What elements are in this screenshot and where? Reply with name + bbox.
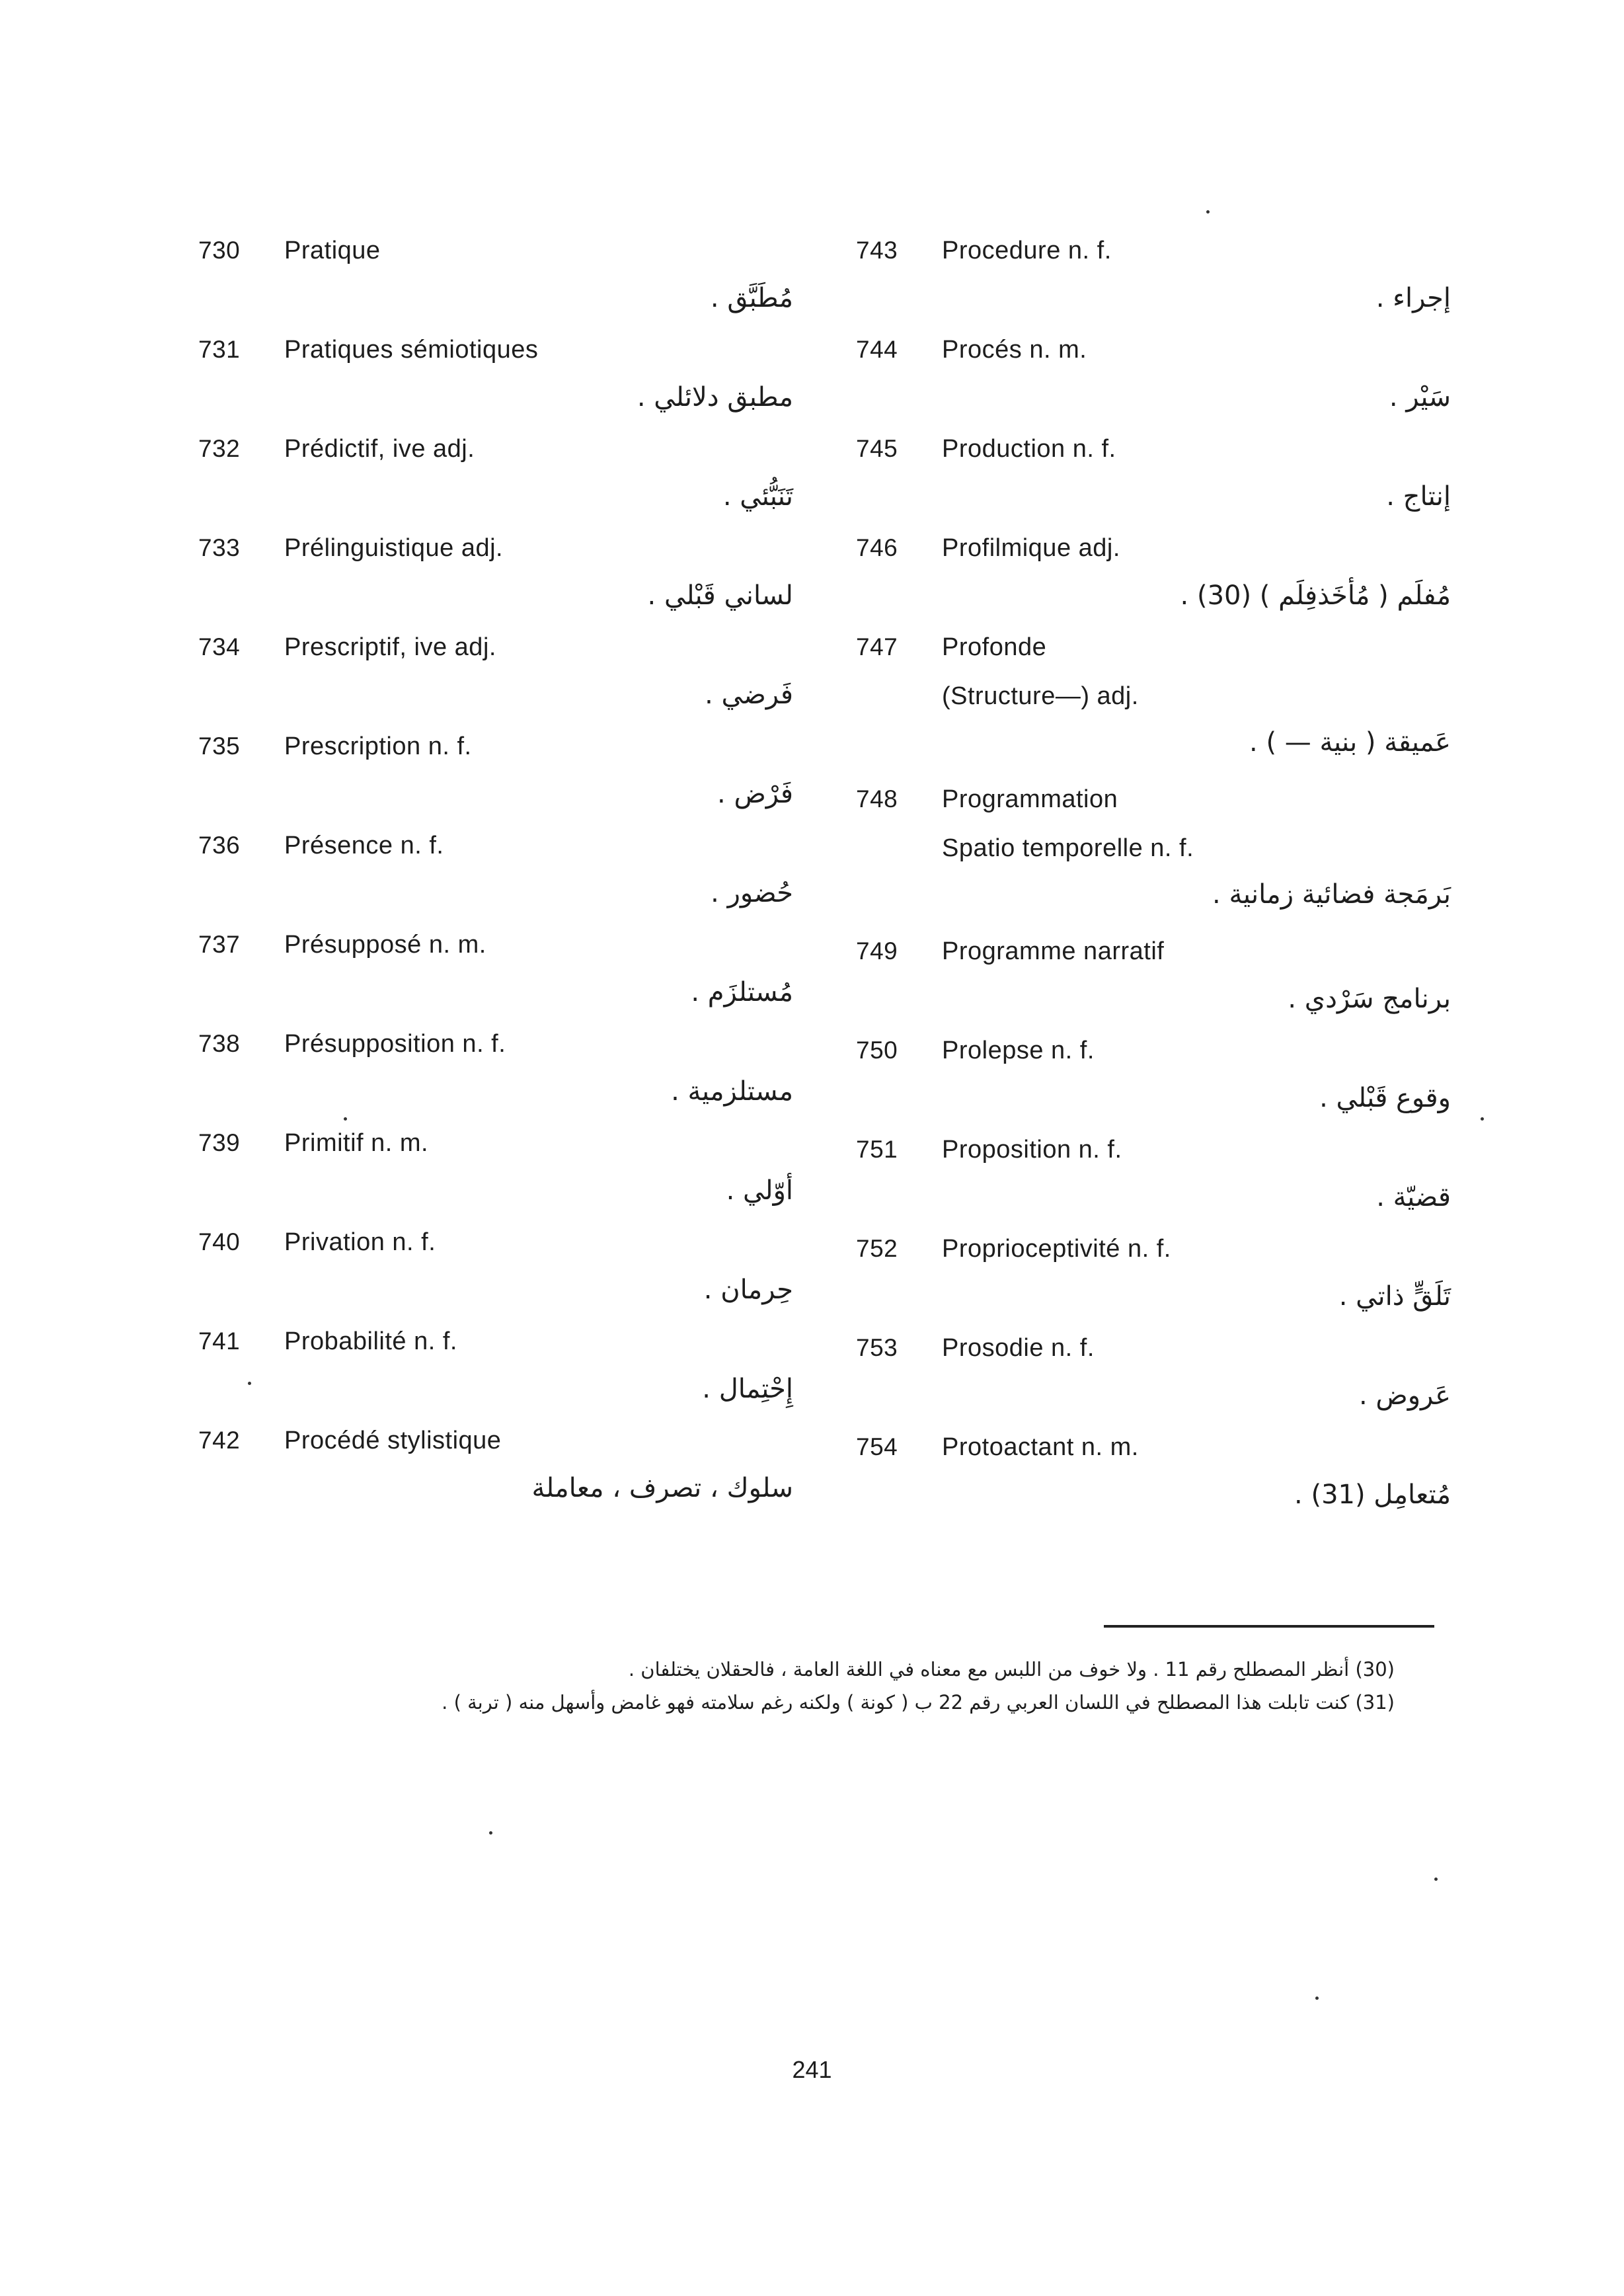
entry-740 [192,1216,800,1316]
entry-733 [192,522,800,621]
entry-term: Prosodie n. f. [942,1334,1095,1362]
entry-number: 750 [856,1037,898,1064]
entry-term: Procés n. m. [942,336,1087,364]
entry-arabic-translation: إنتاج . [1386,481,1451,512]
entry-term: Production n. f. [942,435,1116,463]
entry-arabic-translation: عَروض . [1358,1380,1451,1411]
entry-arabic-translation: إِحْتِمال . [702,1374,793,1404]
entry-arabic-translation: فَرضي . [705,680,793,710]
entry-number: 746 [856,534,898,561]
footnote-30: (30) أنظر المصطلح رقم 11 . ولا خوف من اللبس مع معناه في اللغة العامة ، فالحقلان يختلفان . [628,1658,1395,1681]
entry-737 [192,919,800,1018]
entry-731 [192,324,800,423]
entry-number: 741 [198,1327,241,1355]
entry-term: Procédé stylistique [284,1427,502,1454]
entry-number: 731 [198,336,241,363]
entry-number: 737 [198,931,241,958]
entry-arabic-translation: قضيّة . [1376,1182,1451,1212]
entry-arabic-translation: وقوع قَبْلي . [1319,1083,1451,1113]
entry-arabic-translation: عَميقة ( بنية — ) . [1249,727,1451,758]
entry-number: 735 [198,732,241,760]
entry-term-continued: Spatio temporelle n. f. [942,834,1194,862]
entry-arabic-translation: بَرمَجة فضائية زمانية . [1212,879,1451,910]
entry-term: Pratiques sémiotiques [284,336,539,364]
entry-arabic-translation: مستلزمية . [671,1076,793,1107]
scan-speck [489,1831,492,1835]
entry-term: Proprioceptivité n. f. [942,1235,1171,1263]
entry-747 [849,621,1457,773]
entry-751 [849,1124,1457,1223]
scan-speck [1481,1117,1484,1121]
entry-number: 734 [198,633,241,660]
entry-753 [849,1322,1457,1421]
footnote-separator [1104,1625,1434,1628]
entry-arabic-translation: تَنَبُّئي . [722,481,793,512]
entry-arabic-translation: إجراء . [1375,283,1451,313]
entry-term: Protoactant n. m. [942,1433,1139,1461]
footnotes [370,1653,1395,1719]
footnote-31: (31) كنت تابلت هذا المصطلح في اللسان العربي رقم 22 ب ( كونة ) ولكنه رغم سلامته فهو غامض وأسهل منه ( تربة ) . [442,1691,1395,1714]
scan-speck [248,1382,251,1385]
entry-arabic-translation: مطبق دلائلي . [637,382,793,413]
entry-739 [192,1117,800,1216]
entry-term: Procedure n. f. [942,237,1112,264]
entry-arabic-translation: أوّلي . [726,1175,793,1206]
entry-number: 738 [198,1030,241,1057]
entry-term: Profonde [942,633,1047,661]
entry-number: 752 [856,1235,898,1262]
entry-arabic-translation: حِرمان . [703,1275,793,1305]
entry-number: 744 [856,336,898,363]
entry-744 [849,324,1457,423]
entry-749 [849,926,1457,1025]
entry-term: Profilmique adj. [942,534,1120,562]
entry-arabic-translation: برنامج سَرْدي . [1288,984,1451,1014]
entry-arabic-translation: فَرْض . [717,779,793,809]
scan-speck [1315,1997,1319,2000]
entry-752 [849,1223,1457,1322]
left-column [192,225,800,1514]
entry-number: 733 [198,534,241,561]
entry-754 [849,1421,1457,1521]
entry-term: Prédictif, ive adj. [284,435,475,463]
entry-arabic-translation: حُضور . [711,878,793,908]
scan-speck [344,1117,347,1121]
entry-741 [192,1316,800,1415]
entry-term: Présupposition n. f. [284,1030,506,1058]
entry-743 [849,225,1457,324]
entry-735 [192,721,800,820]
entry-term-continued: (Structure—) adj. [942,682,1139,710]
entry-arabic-translation: مُفلَم ( مُأخَذفِلَم ) (30) . [1180,580,1451,611]
scan-speck [1206,210,1210,214]
entry-732 [192,423,800,522]
entry-736 [192,820,800,919]
entry-arabic-translation: مُتعامِل (31) . [1294,1480,1451,1510]
entry-number: 747 [856,633,898,660]
entry-arabic-translation: مُستلزَم . [691,977,793,1008]
entry-746 [849,522,1457,621]
entry-number: 743 [856,237,898,264]
entry-arabic-translation: تَلَقٍّ ذاتي . [1338,1281,1451,1312]
page-number: 241 [792,2056,832,2083]
entry-term: Prescriptif, ive adj. [284,633,496,661]
entry-number: 749 [856,937,898,965]
entry-number: 742 [198,1427,241,1454]
entry-number: 751 [856,1136,898,1163]
entry-number: 736 [198,832,241,859]
entry-term: Prescription n. f. [284,732,472,760]
entry-742 [192,1415,800,1514]
entry-738 [192,1018,800,1117]
entry-term: Prélinguistique adj. [284,534,504,562]
entry-745 [849,423,1457,522]
entry-number: 748 [856,785,898,812]
entry-arabic-translation: سَيْر . [1389,382,1451,413]
right-column [849,225,1457,1521]
entry-term: Privation n. f. [284,1228,436,1256]
scan-speck [1434,1878,1438,1881]
entry-number: 740 [198,1228,241,1255]
entry-arabic-translation: سلوك ، تصرف ، معاملة [531,1473,793,1503]
entry-term: Probabilité n. f. [284,1327,457,1355]
entry-arabic-translation: لساني قَبْلي . [647,580,793,611]
entry-arabic-translation: مُطَبَّق . [710,283,793,313]
entry-term: Programme narratif [942,937,1165,965]
entry-750 [849,1025,1457,1124]
entry-number: 730 [198,237,241,264]
entry-748 [849,773,1457,926]
entry-734 [192,621,800,721]
entry-term: Pratique [284,237,381,264]
entry-term: Proposition n. f. [942,1136,1122,1164]
entry-term: Présence n. f. [284,832,444,859]
entry-730 [192,225,800,324]
entry-term: Programmation [942,785,1118,813]
entry-term: Primitif n. m. [284,1129,429,1157]
entry-number: 753 [856,1334,898,1361]
entry-number: 754 [856,1433,898,1460]
entry-term: Présupposé n. m. [284,931,486,959]
entry-number: 732 [198,435,241,462]
entry-number: 739 [198,1129,241,1156]
entry-term: Prolepse n. f. [942,1037,1095,1064]
entry-number: 745 [856,435,898,462]
